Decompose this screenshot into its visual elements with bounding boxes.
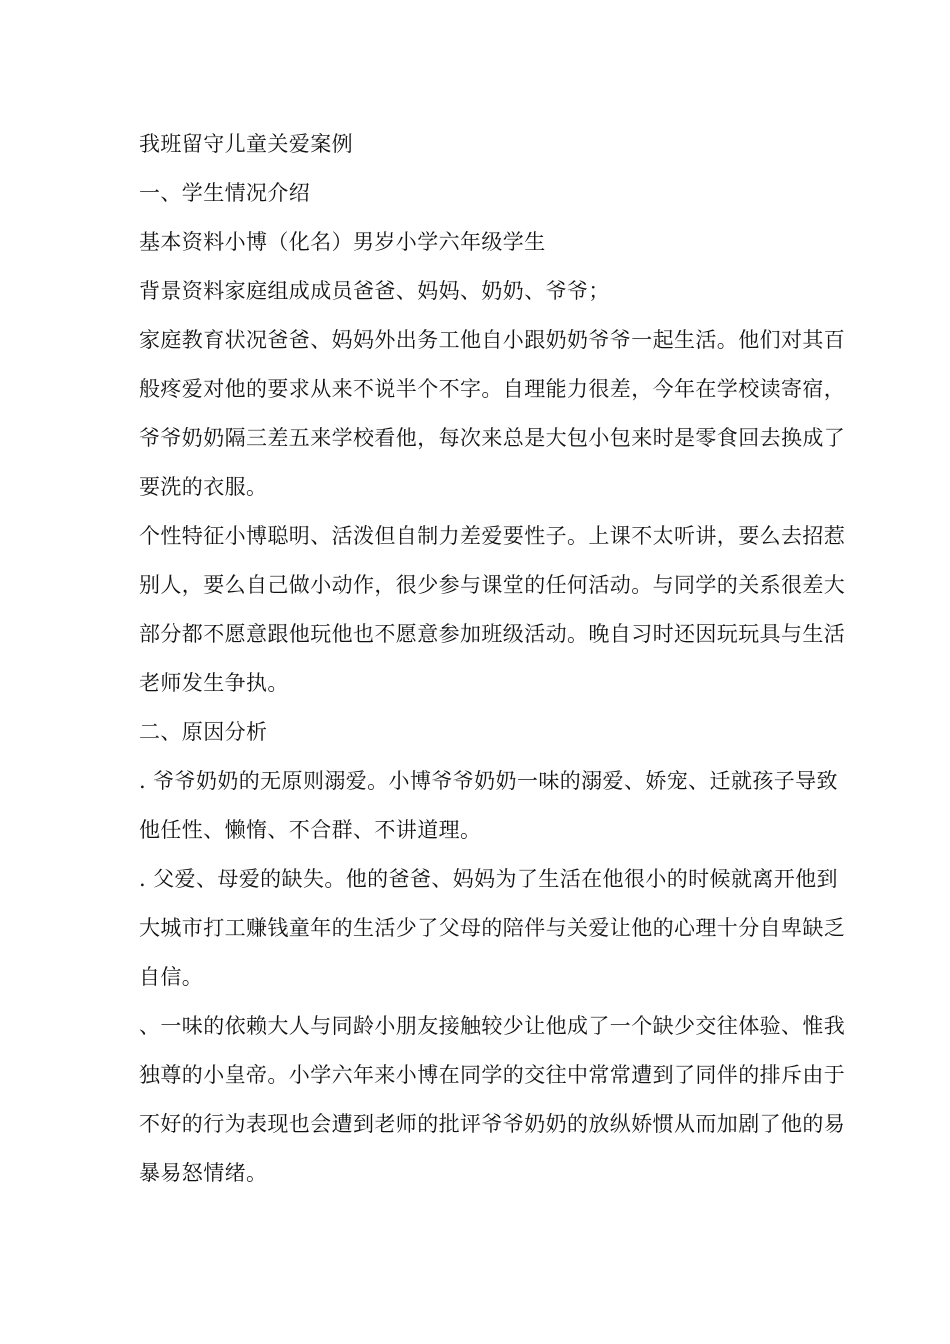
paragraph-family-education: 家庭教育状况爸爸、妈妈外出务工他自小跟奶奶爷爷一起生活。他们对其百般疼爱对他的要求从来不说半个不字。自理能力很差，今年在学校读寄宿，爷爷奶奶隔三差五来学校看他，每次来总是大包小包来时是零食回去换成了要洗的衣服。 (139, 328, 846, 499)
paragraph-reason-3: 、一味的依赖大人与同龄小朋友接触较少让他成了一个缺少交往体验、惟我独尊的小皇帝。小学六年来小博在同学的交往中常常遭到了同伴的排斥由于不好的行为表现也会遭到老师的批评爷爷奶奶的放纵娇惯从而加剧了他的易暴易怒情绪。 (139, 1014, 846, 1185)
section-heading-cause-analysis: 二、原因分析 (139, 720, 268, 744)
paragraph-reason-1: . 爷爷奶奶的无原则溺爱。小博爷爷奶奶一味的溺爱、娇宠、迁就孩子导致他任性、懒惰、不合群、不讲道理。 (139, 769, 838, 842)
paragraph-background-info: 背景资料家庭组成成员爸爸、妈妈、奶奶、爷爷； (139, 279, 610, 303)
paragraph-reason-2: . 父爱、母爱的缺失。他的爸爸、妈妈为了生活在他很小的时候就离开他到大城市打工赚钱童年的生活少了父母的陪伴与关爱让他的心理十分自卑缺乏自信。 (139, 867, 846, 989)
document-body (139, 120, 859, 1198)
section-heading-student-info: 一、学生情况介绍 (139, 181, 311, 205)
paragraph-personality: 个性特征小博聪明、活泼但自制力差爱要性子。上课不太听讲，要么去招惹别人，要么自己做小动作，很少参与课堂的任何活动。与同学的关系很差大部分都不愿意跟他玩他也不愿意参加班级活动。晚自习时还因玩玩具与生活老师发生争执。 (139, 524, 846, 695)
document-title: 我班留守儿童关爱案例 (139, 132, 353, 156)
paragraph-basic-info: 基本资料小博（化名）男岁小学六年级学生 (139, 230, 546, 254)
